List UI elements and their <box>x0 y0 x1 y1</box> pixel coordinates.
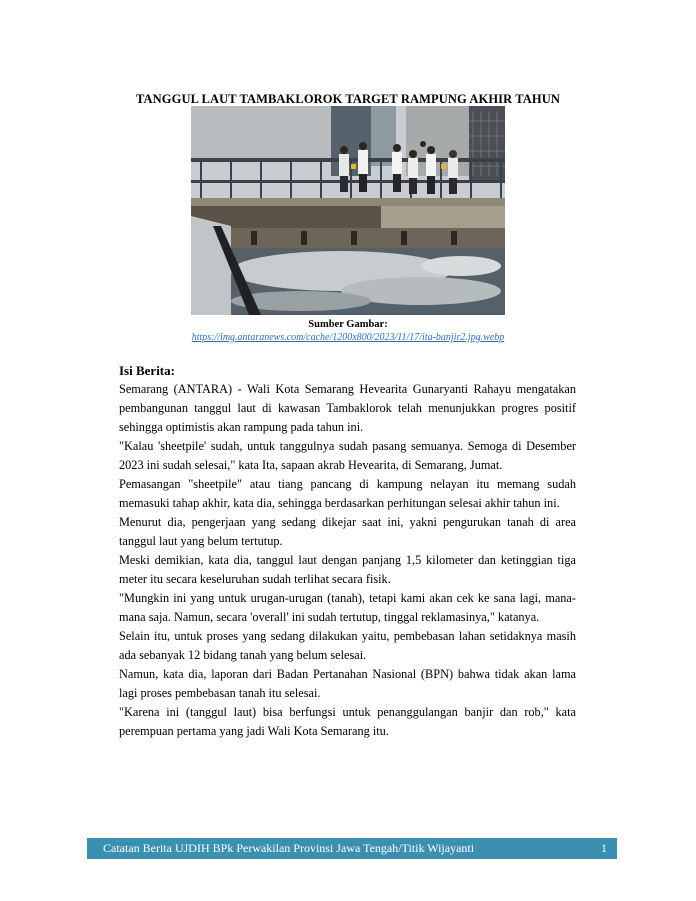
paragraph-7: Selain itu, untuk proses yang sedang dilakukan yaitu, pembebasan lahan setidaknya masih ada sebanyak 12 bidang tanah yang belum selesai. <box>119 629 576 662</box>
paragraph-8: Namun, kata dia, laporan dari Badan Pertanahan Nasional (BPN) bahwa tidak akan lama lagi proses pembebasan tanah itu selesai. <box>119 667 576 700</box>
page-number: 1 <box>601 841 607 855</box>
footer-divider <box>674 838 675 859</box>
section-heading: Isi Berita: <box>119 363 175 378</box>
paragraph-1: Semarang (ANTARA) - Wali Kota Semarang Hevearita Gunaryanti Rahayu mengatakan pembangunan tanggul laut di kawasan Tambaklorok telah menunjukkan progres positif sehingga optimistis akan rampung pada tahun ini. <box>119 382 576 434</box>
paragraph-6: "Mungkin ini yang untuk urugan-urugan (tanah), tetapi kami akan cek ke sana lagi, mana-mana saja. Namun, secara 'overall' ini sudah tertutup, tinggal reklamasinya," katanya. <box>119 591 576 624</box>
paragraph-2: "Kalau 'sheetpile' sudah, untuk tanggulnya sudah pasang semuanya. Semoga di Desember 2023 ini sudah selesai," kata Ita, sapaan akrab Hevearita, di Semarang, Jumat. <box>119 439 576 472</box>
image-source-link[interactable]: https://img.antaranews.com/cache/1200x800/2023/11/17/ita-banjir2.jpg.webp <box>191 332 505 343</box>
paragraph-3: Pemasangan "sheetpile" atau tiang pancang di kampung nelayan itu memang sudah memasuki tahap akhir, kata dia, sehingga berdasarkan perhitungan selesai akhir tahun ini. <box>119 477 576 510</box>
footer-text: Catatan Berita UJDIH BPk Perwakilan Provinsi Jawa Tengah/Titik Wijayanti <box>103 841 475 855</box>
article-body <box>119 361 576 741</box>
article-title: TANGGUL LAUT TAMBAKLOROK TARGET RAMPUNG AKHIR TAHUN <box>136 92 560 106</box>
news-photo <box>191 106 505 315</box>
image-source-label: Sumber Gambar: <box>308 319 388 330</box>
page-footer <box>87 838 617 859</box>
paragraph-5: Meski demikian, kata dia, tanggul laut dengan panjang 1,5 kilometer dan ketinggian tiga meter itu secara keseluruhan sudah terlihat secara fisik. <box>119 553 576 586</box>
paragraph-4: Menurut dia, pengerjaan yang sedang dikejar saat ini, yakni pengurukan tanah di area tanggul laut yang belum tertutup. <box>119 515 576 548</box>
paragraph-9: "Karena ini (tanggul laut) bisa berfungsi untuk penanggulangan banjir dan rob," kata perempuan pertama yang jadi Wali Kota Semarang itu. <box>119 705 576 738</box>
